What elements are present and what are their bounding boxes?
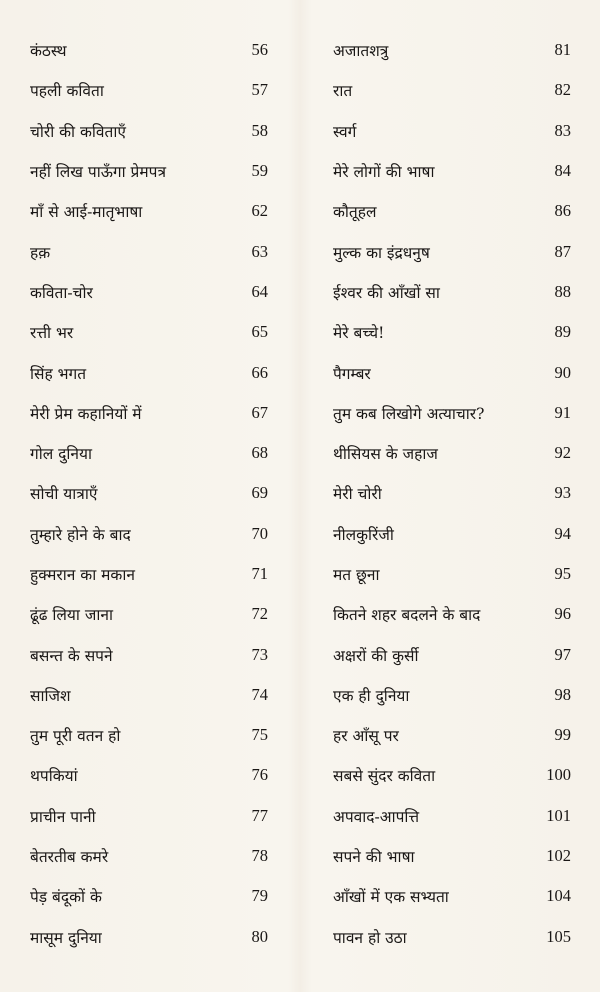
toc-entry-page-number: 95	[554, 564, 571, 583]
toc-entry-page-number: 88	[554, 281, 571, 301]
toc-entry-page-number: 64	[251, 281, 268, 301]
toc-entry	[333, 514, 571, 554]
toc-entry-title: कितने शहर बदलने के बाद	[333, 606, 481, 625]
toc-entry-page-number: 97	[554, 644, 571, 664]
toc-entry-title: बेतरतीब कमरे	[30, 848, 109, 867]
toc-entry-page-number: 83	[554, 120, 571, 140]
toc-entry-page-number: 56	[251, 40, 268, 60]
toc-entry	[333, 352, 571, 392]
toc-entry-page-number: 70	[251, 523, 268, 543]
toc-entry-page-number: 67	[251, 402, 268, 422]
toc-entry-page-number: 93	[554, 483, 571, 503]
toc-entry-page-number: 76	[251, 765, 268, 785]
toc-entry-page-number: 98	[554, 684, 571, 704]
toc-entry	[30, 473, 268, 513]
toc-entry-page-number: 71	[251, 564, 268, 583]
toc-entry-title: कौतूहल	[333, 203, 377, 222]
toc-entry-title: नहीं लिख पाऊँगा प्रेमपत्र	[30, 163, 167, 182]
toc-entry-title: सोची यात्राएँ	[30, 485, 98, 504]
toc-entry	[333, 715, 571, 755]
toc-entry-title: गोल दुनिया	[30, 445, 93, 464]
toc-entry-page-number: 82	[554, 80, 571, 100]
toc-entry	[30, 514, 268, 554]
toc-entry-page-number: 94	[554, 523, 571, 543]
toc-entry-title: मेरे बच्चे!	[333, 324, 385, 343]
toc-entry	[30, 675, 268, 715]
toc-entry-page-number: 101	[546, 805, 571, 825]
toc-entry	[333, 231, 571, 271]
toc-entry-title: नीलकुरिंजी	[333, 525, 394, 544]
toc-entry-page-number: 69	[251, 483, 268, 503]
toc-entry-title: पेड़ बंदूकों के	[30, 888, 102, 907]
toc-entry-page-number: 104	[546, 886, 571, 906]
toc-entry-page-number: 96	[554, 604, 571, 624]
toc-entry-page-number: 57	[251, 80, 268, 100]
toc-entry	[333, 796, 571, 836]
toc-entry	[30, 433, 268, 473]
toc-entry-page-number: 68	[251, 443, 268, 463]
toc-entry-title: अपवाद-आपत्ति	[333, 807, 420, 826]
toc-entry-title: प्राचीन पानी	[30, 807, 96, 826]
toc-column-right	[333, 30, 571, 957]
toc-entry-title: मेरी प्रेम कहानियों में	[30, 404, 142, 423]
toc-entry	[30, 231, 268, 271]
toc-entry-title: मत छूना	[333, 566, 380, 584]
toc-entry-title: हर आँसू पर	[333, 727, 399, 746]
toc-entry	[333, 191, 571, 231]
toc-entry	[30, 634, 268, 674]
toc-entry	[30, 393, 268, 433]
toc-entry-page-number: 84	[554, 161, 571, 181]
toc-entry	[333, 836, 571, 876]
toc-entry-title: मेरे लोगों की भाषा	[333, 163, 435, 182]
toc-entry	[30, 352, 268, 392]
toc-entry-title: एक ही दुनिया	[333, 686, 410, 705]
toc-entry-page-number: 73	[251, 644, 268, 664]
toc-entry-title: कंठस्थ	[30, 42, 67, 61]
toc-entry-page-number: 66	[251, 362, 268, 382]
toc-entry-title: रत्ती भर	[30, 324, 74, 343]
toc-entry	[333, 473, 571, 513]
toc-entry-page-number: 86	[554, 201, 571, 221]
toc-entry	[30, 796, 268, 836]
toc-entry-page-number: 59	[251, 161, 268, 181]
toc-entry	[333, 594, 571, 634]
toc-entry-title: पावन हो उठा	[333, 928, 407, 947]
toc-entry-title: तुम्हारे होने के बाद	[30, 525, 131, 544]
toc-entry	[333, 876, 571, 916]
toc-entry-page-number: 90	[554, 362, 571, 382]
toc-entry	[30, 151, 268, 191]
toc-entry-title: सपने की भाषा	[333, 848, 415, 867]
toc-entry	[333, 70, 571, 110]
toc-entry	[30, 272, 268, 312]
toc-entry-page-number: 63	[251, 241, 268, 261]
toc-entry-page-number: 72	[251, 604, 268, 624]
toc-entry-page-number: 102	[546, 846, 571, 866]
toc-entry	[333, 917, 571, 957]
toc-entry	[333, 634, 571, 674]
toc-entry-title: तुम पूरी वतन हो	[30, 727, 121, 746]
toc-entry-title: स्वर्ग	[333, 122, 357, 141]
toc-column-left	[30, 30, 268, 957]
toc-entry-page-number: 80	[251, 926, 268, 946]
toc-entry	[333, 151, 571, 191]
toc-entry	[333, 755, 571, 795]
toc-entry	[30, 755, 268, 795]
toc-entry	[333, 312, 571, 352]
toc-entry	[333, 111, 571, 151]
toc-entry	[333, 272, 571, 312]
toc-entry-page-number: 81	[554, 40, 571, 60]
toc-entry-page-number: 77	[251, 805, 268, 825]
toc-entry-title: तुम कब लिखोगे अत्याचार?	[333, 404, 485, 423]
toc-entry-page-number: 75	[251, 725, 268, 745]
toc-entry-page-number: 105	[546, 926, 571, 946]
toc-entry	[30, 111, 268, 151]
toc-entry-page-number: 58	[251, 120, 268, 140]
toc-entry-page-number: 100	[546, 765, 571, 785]
toc-entry-title: सबसे सुंदर कविता	[333, 767, 436, 786]
toc-entry-page-number: 99	[554, 725, 571, 745]
toc-entry-page-number: 78	[251, 846, 268, 866]
toc-entry-page-number: 65	[251, 322, 268, 342]
toc-entry-title: थपकियां	[30, 767, 78, 786]
toc-entry-title: आँखों में एक सभ्यता	[333, 888, 449, 907]
toc-entry-title: कविता-चोर	[30, 283, 93, 302]
toc-entry-title: पैगम्बर	[333, 364, 371, 383]
toc-entry	[30, 554, 268, 594]
toc-entry-title: साजिश	[30, 686, 71, 705]
toc-entry-page-number: 74	[251, 684, 268, 704]
toc-entry-title: मेरी चोरी	[333, 485, 382, 504]
toc-entry-title: पहली कविता	[30, 82, 104, 101]
toc-entry	[333, 30, 571, 70]
toc-entry-title: ईश्वर की आँखों सा	[333, 283, 440, 302]
toc-entry-title: ढूंढ लिया जाना	[30, 606, 113, 625]
toc-entry	[30, 70, 268, 110]
toc-entry	[30, 312, 268, 352]
toc-entry-page-number: 92	[554, 443, 571, 463]
toc-entry	[333, 554, 571, 594]
toc-entry-title: मासूम दुनिया	[30, 928, 102, 947]
toc-entry-title: रात	[333, 82, 353, 101]
toc-entry-title: माँ से आई-मातृभाषा	[30, 203, 143, 222]
toc-entry-title: हक़	[30, 243, 51, 262]
toc-entry	[30, 594, 268, 634]
toc-entry-title: सिंह भगत	[30, 364, 87, 383]
toc-entry	[333, 433, 571, 473]
toc-entry-title: बसन्त के सपने	[30, 646, 113, 665]
toc-entry	[30, 30, 268, 70]
toc-entry	[30, 191, 268, 231]
toc-entry-title: हुक्मरान का मकान	[30, 566, 135, 584]
toc-entry	[333, 675, 571, 715]
toc-entry-page-number: 89	[554, 322, 571, 342]
toc-entry-title: अक्षरों की कुर्सी	[333, 646, 419, 665]
toc-entry-title: मुल्क का इंद्रधनुष	[333, 243, 430, 262]
toc-entry-page-number: 87	[554, 241, 571, 261]
toc-entry-title: अजातशत्रु	[333, 42, 389, 61]
toc-entry-page-number: 62	[251, 201, 268, 221]
toc-entry-title: थीसियस के जहाज	[333, 445, 438, 464]
toc-entry	[30, 715, 268, 755]
toc-entry	[333, 393, 571, 433]
toc-entry-page-number: 91	[554, 402, 571, 422]
toc-entry-title: चोरी की कविताएँ	[30, 122, 126, 141]
toc-entry	[30, 836, 268, 876]
toc-entry-page-number: 79	[251, 886, 268, 906]
toc-entry	[30, 876, 268, 916]
toc-entry	[30, 917, 268, 957]
